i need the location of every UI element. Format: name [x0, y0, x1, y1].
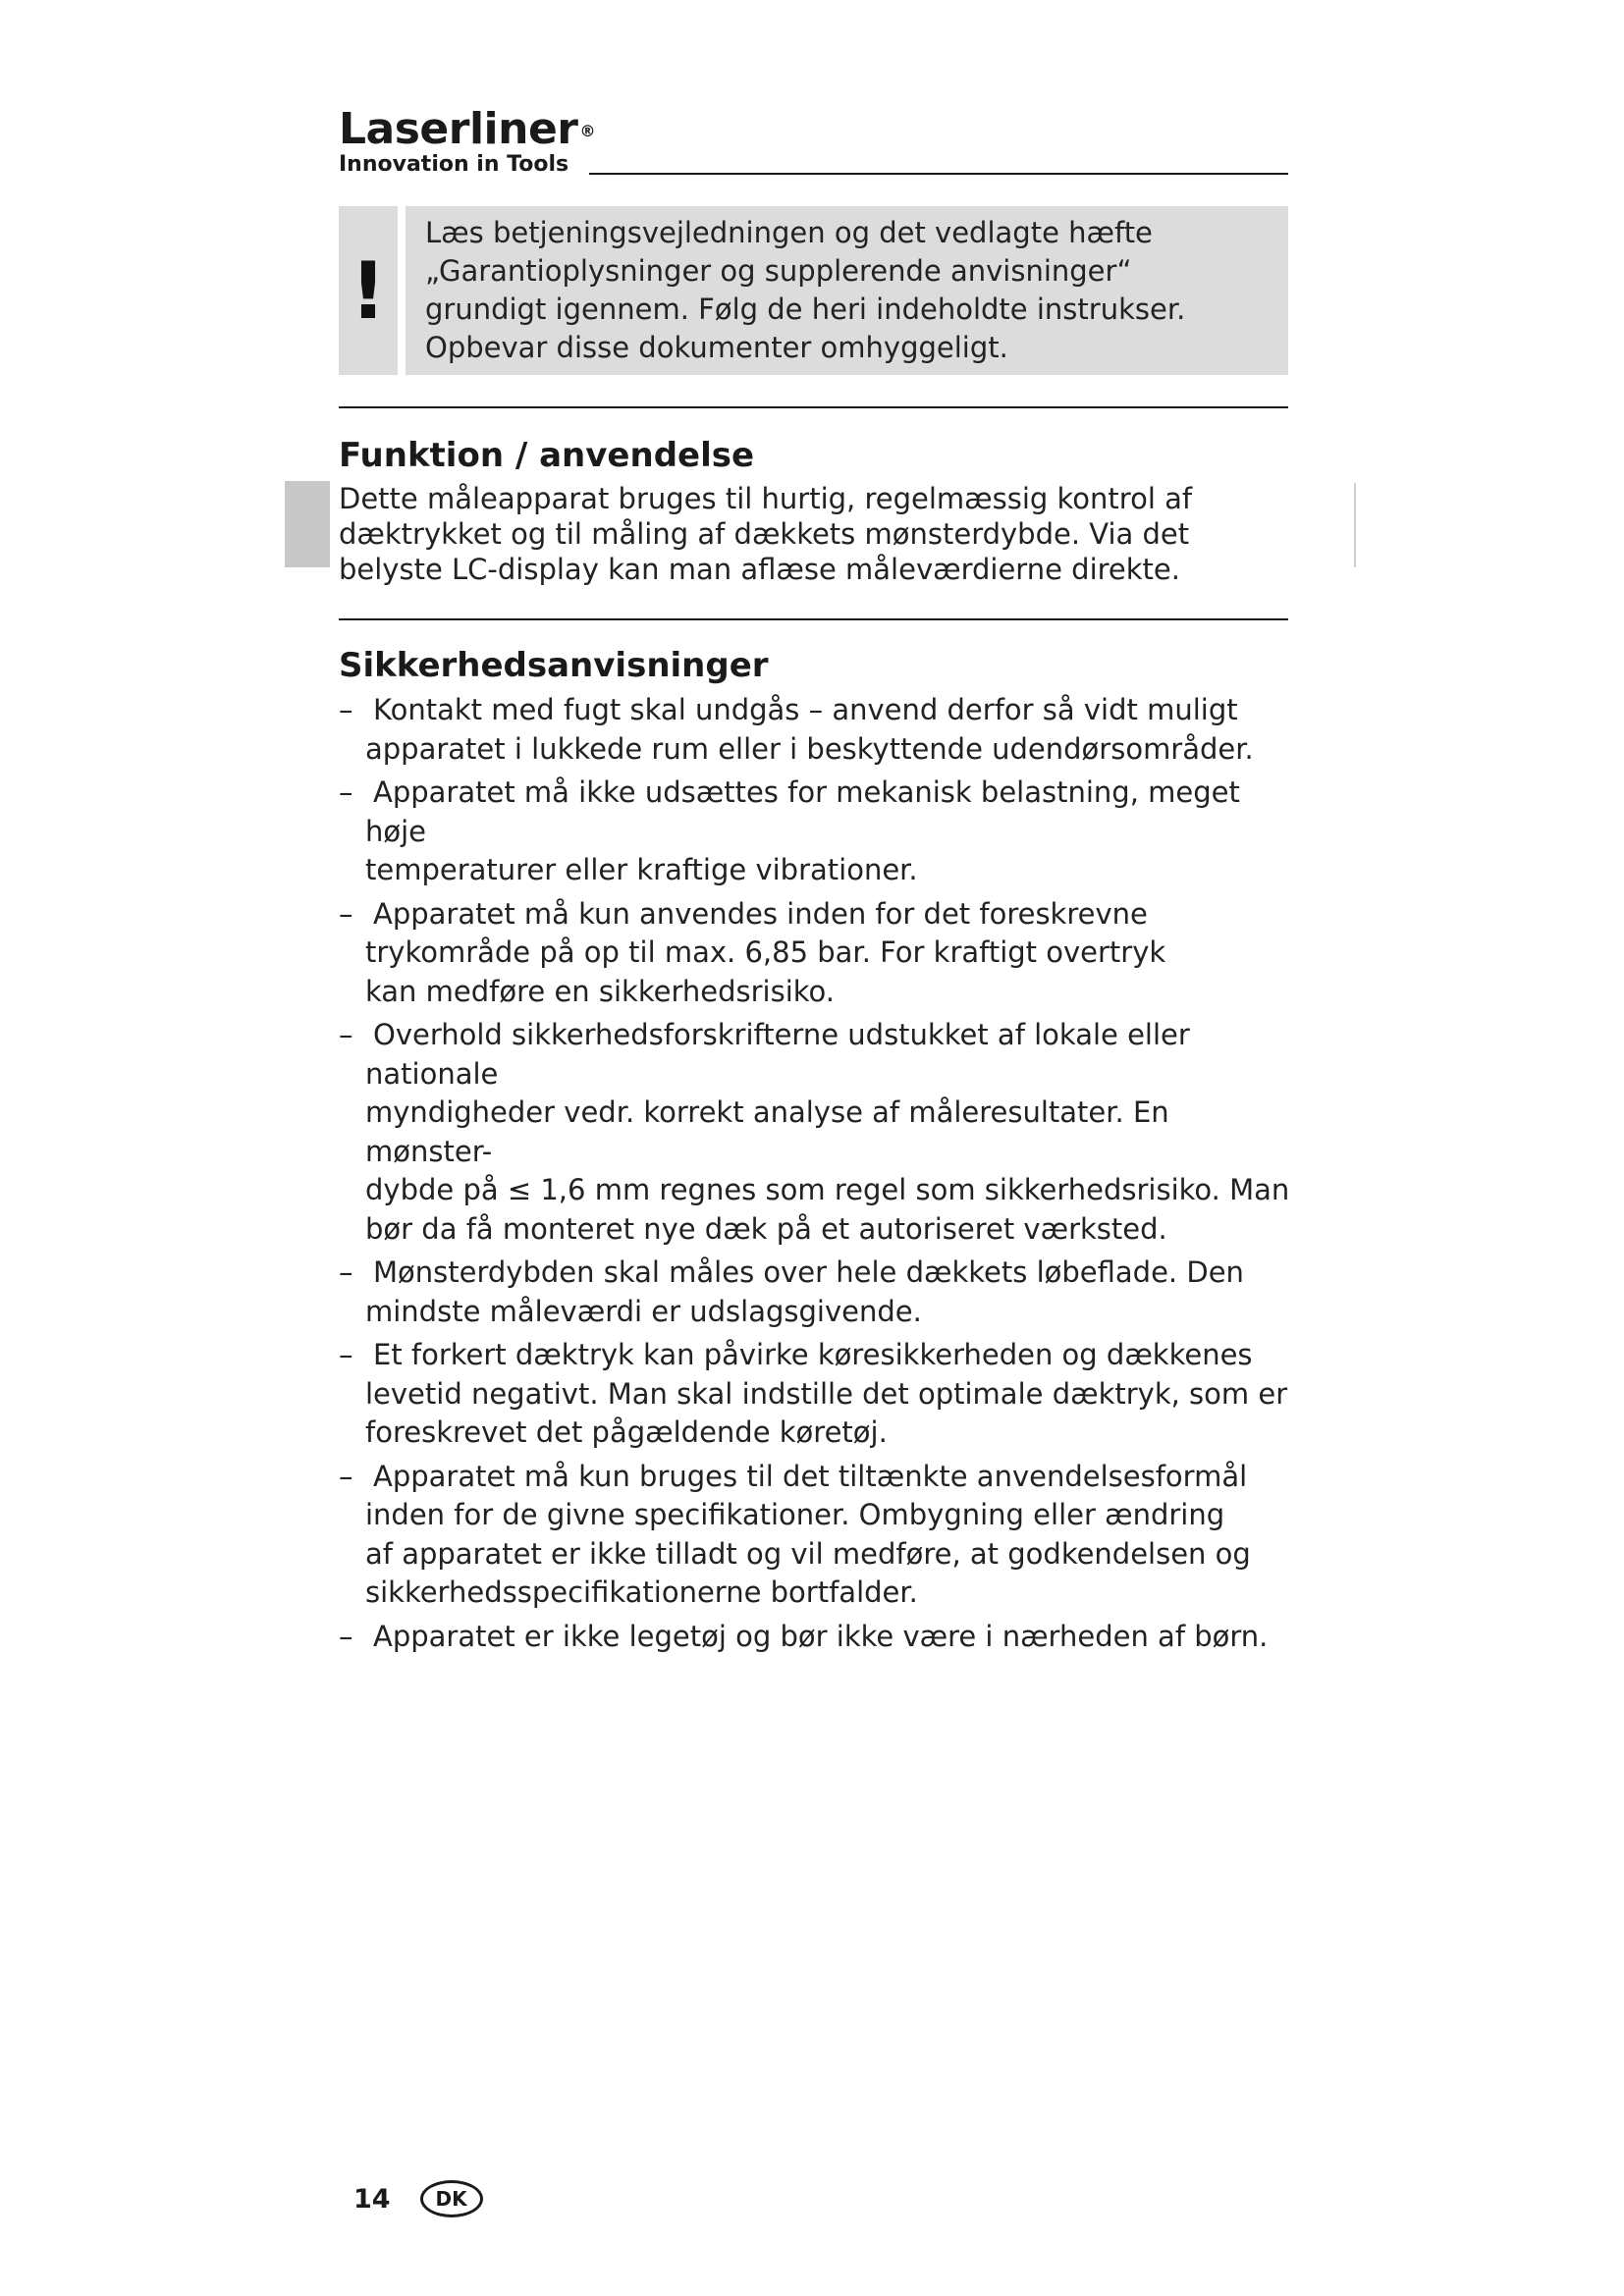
bullet-dash: –: [339, 1255, 353, 1289]
bullet-dash: –: [339, 1018, 353, 1051]
function-line: dæktrykket og til måling af dækkets mønsterdybde. Via det: [339, 517, 1190, 551]
page-footer: [353, 2177, 483, 2220]
safety-item: – Apparatet må kun anvendes inden for det foreskrevne trykområde på op til max. 6,85 bar. For kraftigt overtryk kan medføre en sikkerhedsrisiko.: [339, 896, 1166, 1008]
side-edge-line: [1354, 483, 1356, 567]
bullet-dash: –: [339, 896, 353, 931]
bullet-dash: –: [339, 1619, 353, 1653]
bullet-dash: –: [339, 1459, 353, 1493]
header-divider: [589, 173, 1288, 175]
page-number: 14: [353, 2183, 391, 2215]
exclamation-icon: !: [339, 206, 398, 375]
function-line: Dette måleapparat bruges til hurtig, regelmæssig kontrol af: [339, 482, 1193, 515]
bullet-dash: –: [339, 1338, 353, 1371]
notice-text: [406, 206, 1288, 375]
brand-logo: [339, 106, 595, 177]
section-divider: [339, 406, 1288, 408]
function-heading: Funktion / anvendelse: [339, 436, 755, 475]
brand-name: Laserliner ®: [339, 104, 595, 154]
safety-heading: Sikkerhedsanvisninger: [339, 646, 769, 685]
bullet-dash: –: [339, 775, 353, 809]
notice-line: Læs betjeningsvejledningen og det vedlagte hæfte: [425, 216, 1153, 249]
notice-box: [339, 206, 1288, 375]
notice-line: „Garantioplysninger og supplerende anvisninger“: [425, 254, 1132, 288]
section-divider: [339, 618, 1288, 620]
registered-mark: ®: [579, 122, 595, 140]
bullet-dash: –: [339, 693, 353, 726]
safety-item: – Apparatet må ikke udsættes for mekanisk belastning, meget høje temperaturer eller kraftige vibrationer.: [339, 775, 1240, 886]
safety-item: – Apparatet er ikke legetøj og bør ikke være i nærheden af børn.: [339, 1618, 1296, 1657]
function-paragraph: [339, 481, 1281, 587]
notice-line: grundigt igennem. Følg de heri indeholdte instrukser.: [425, 293, 1186, 326]
safety-item: – Overhold sikkerhedsforskrifterne udstukket af lokale eller nationale myndigheder vedr. korrekt analyse af måleresultater. En mønster- dybde på ≤ 1,6 mm regnes som regel som sikkerhedsrisiko. Man bør da få monteret nye dæk på et autoriseret værksted.: [339, 1018, 1290, 1246]
safety-list: [339, 691, 1296, 1661]
function-line: belyste LC-display kan man aflæse måleværdierne direkte.: [339, 553, 1180, 586]
safety-item: – Mønsterdybden skal måles over hele dækkets løbeflade. Den mindste måleværdi er udslagsgivende.: [339, 1255, 1244, 1328]
safety-item: – Kontakt med fugt skal undgås – anvend derfor så vidt muligt apparatet i lukkede rum eller i beskyttende udendørsområder.: [339, 693, 1254, 766]
brand-tagline: Innovation in Tools: [339, 152, 569, 177]
country-badge: DK: [420, 2180, 483, 2217]
safety-item: – Et forkert dæktryk kan påvirke køresikkerheden og dækkenes levetid negativt. Man skal indstille det optimale dæktryk, som er foreskrevet det pågældende køretøj.: [339, 1338, 1288, 1449]
side-tab-marker: [285, 481, 330, 567]
notice-line: Opbevar disse dokumenter omhyggeligt.: [425, 331, 1008, 364]
safety-item: – Apparatet må kun bruges til det tiltænkte anvendelsesformål inden for de givne specifikationer. Ombygning eller ændring af apparatet er ikke tilladt og vil medføre, at godkendelsen og sikkerhedsspecifikationerne bortfalder.: [339, 1459, 1251, 1609]
